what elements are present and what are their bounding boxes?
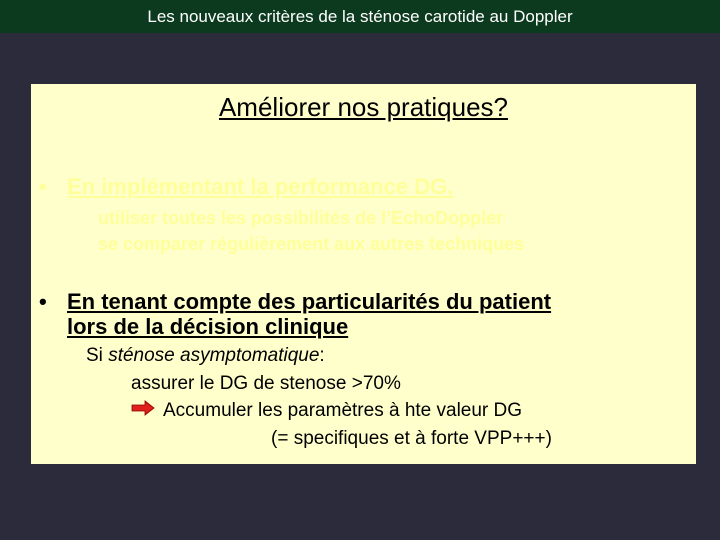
result-line bbox=[131, 400, 522, 422]
bullet-performance bbox=[31, 174, 453, 200]
bullet-performance-text: En implémentant la performance DG. bbox=[67, 174, 454, 199]
header-bar bbox=[0, 0, 720, 33]
action-line: assurer le DG de stenose >70% bbox=[131, 373, 401, 394]
bullet-marker: • bbox=[39, 289, 47, 314]
condition-prefix: Si bbox=[86, 345, 109, 366]
bullet-marker: • bbox=[39, 174, 47, 199]
condition-line bbox=[86, 345, 325, 367]
header-title: Les nouveaux critères de la sténose carotide au Doppler bbox=[147, 7, 573, 26]
result-text: Accumuler les paramètres à hte valeur DG bbox=[163, 400, 523, 422]
panel-title: Améliorer nos pratiques? bbox=[218, 92, 509, 122]
right-arrow-icon bbox=[131, 400, 155, 422]
condition-italic: sténose asymptomatique bbox=[108, 345, 320, 366]
bullet-patient bbox=[31, 289, 551, 339]
sub-item-compare: se comparer régulièrement aux autres techniques bbox=[98, 234, 525, 254]
condition-suffix: : bbox=[319, 345, 325, 366]
bullet-patient-line2: lors de la décision clinique bbox=[67, 314, 349, 339]
bullet-patient-line1: En tenant compte des particularités du patient bbox=[67, 289, 552, 314]
sub-item-echodoppler: utiliser toutes les possibilités de l’EchoDoppler bbox=[98, 208, 504, 228]
note-line: (= specifiques et à forte VPP+++) bbox=[271, 428, 552, 449]
content-panel bbox=[31, 84, 696, 464]
